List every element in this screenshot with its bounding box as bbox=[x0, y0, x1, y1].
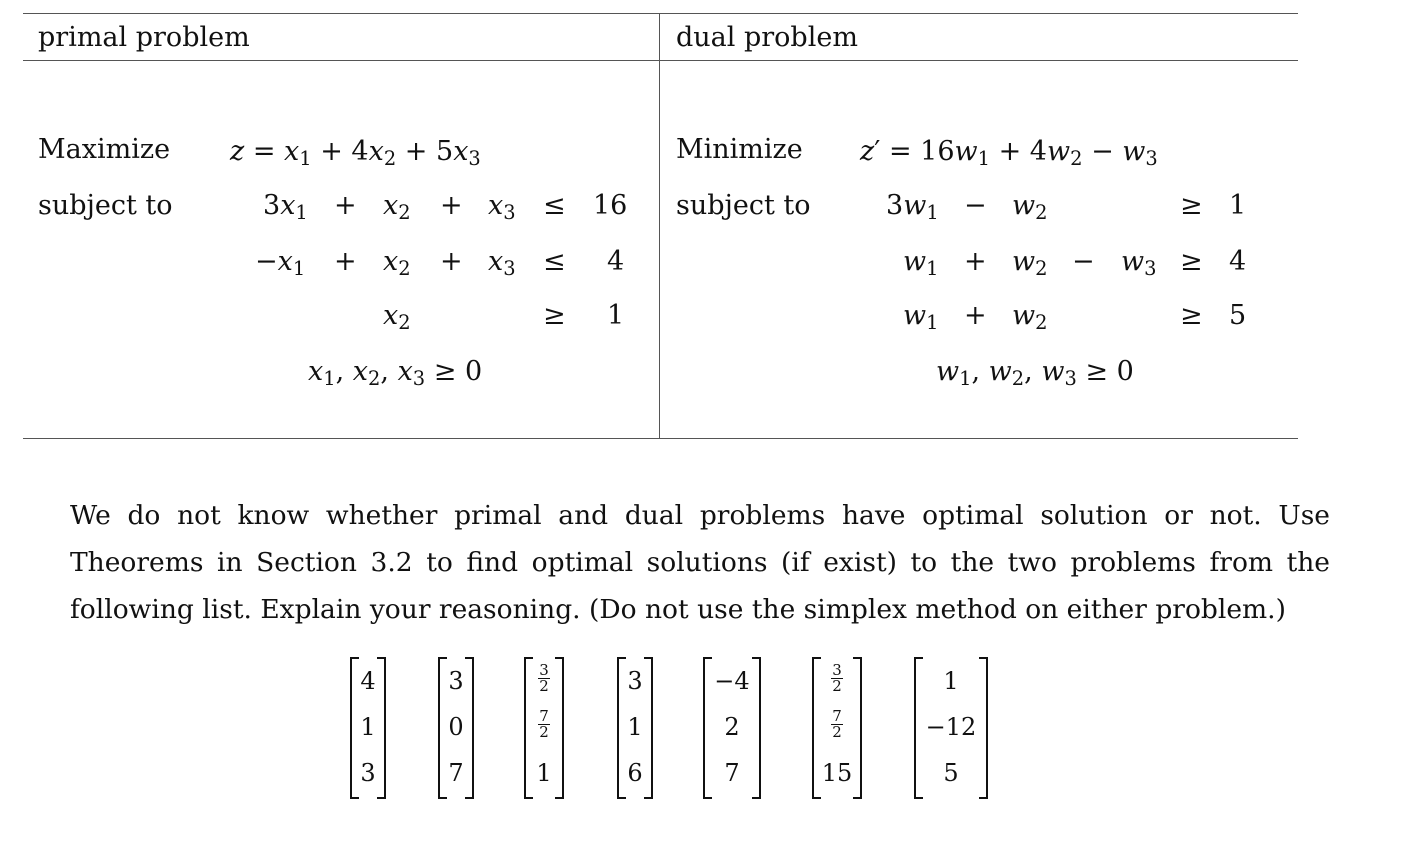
vector-entry: 0 bbox=[448, 713, 464, 741]
vector-7 bbox=[914, 657, 988, 797]
dual-constraint-label: subject to bbox=[676, 190, 811, 221]
vector-entry: $\frac{7}{2}$ bbox=[832, 707, 842, 741]
primal-constraint-label: subject to bbox=[38, 190, 173, 221]
vector-entry: $\frac{3}{2}$ bbox=[539, 661, 549, 695]
vector-entry: 3 bbox=[448, 667, 464, 695]
dual-objective-function: $z' = 16w_1 + 4w_2 - w_3$ bbox=[860, 136, 1158, 170]
primal-header: primal problem bbox=[38, 22, 250, 53]
vector-4 bbox=[617, 657, 653, 797]
vector-entry: −12 bbox=[925, 713, 977, 741]
table-column-divider bbox=[659, 13, 660, 439]
primal-objective-label: Maximize bbox=[38, 134, 171, 165]
vector-entry: 7 bbox=[448, 759, 464, 787]
vector-6 bbox=[812, 657, 862, 797]
table-top-rule bbox=[23, 13, 1298, 14]
vector-entry: $\frac{3}{2}$ bbox=[832, 661, 842, 695]
vector-entry: 1 bbox=[360, 713, 376, 741]
vector-2 bbox=[438, 657, 474, 797]
table-header-rule bbox=[23, 60, 1298, 61]
vector-entry: 1 bbox=[943, 667, 959, 695]
instructions-paragraph: We do not know whether primal and dual problems have optimal solution or not. Use Theorems in Section 3.2 to find optimal solutions (if exist) to the two problems from the following list. Explain your reasoning. (Do not use the simplex method on either problem.) bbox=[70, 500, 1330, 625]
primal-objective-function: $z = x_1 + 4x_2 + 5x_3$ bbox=[230, 136, 481, 170]
vector-entry: $\frac{7}{2}$ bbox=[539, 707, 549, 741]
dual-objective-label: Minimize bbox=[676, 134, 803, 165]
vector-entry: 5 bbox=[943, 759, 959, 787]
vector-entry: 2 bbox=[724, 713, 740, 741]
vector-entry: 3 bbox=[360, 759, 376, 787]
vector-3 bbox=[524, 657, 564, 797]
vector-entry: 3 bbox=[627, 667, 643, 695]
table-bottom-rule bbox=[23, 438, 1298, 439]
vector-entry: 1 bbox=[536, 759, 552, 787]
vector-entry: 4 bbox=[360, 667, 376, 695]
vector-1 bbox=[350, 657, 386, 797]
vector-entry: 1 bbox=[627, 713, 643, 741]
vector-entry: −4 bbox=[714, 667, 750, 695]
dual-header: dual problem bbox=[676, 22, 858, 53]
vector-entry: 15 bbox=[821, 759, 853, 787]
dual-nonnegativity: $w_1$, $w_2$, $w_3 \ge 0$ bbox=[936, 356, 1134, 390]
vector-5 bbox=[703, 657, 761, 797]
vector-entry: 6 bbox=[627, 759, 643, 787]
vector-entry: 7 bbox=[724, 759, 740, 787]
primal-nonnegativity: $x_1$, $x_2$, $x_3 \ge 0$ bbox=[308, 356, 483, 390]
